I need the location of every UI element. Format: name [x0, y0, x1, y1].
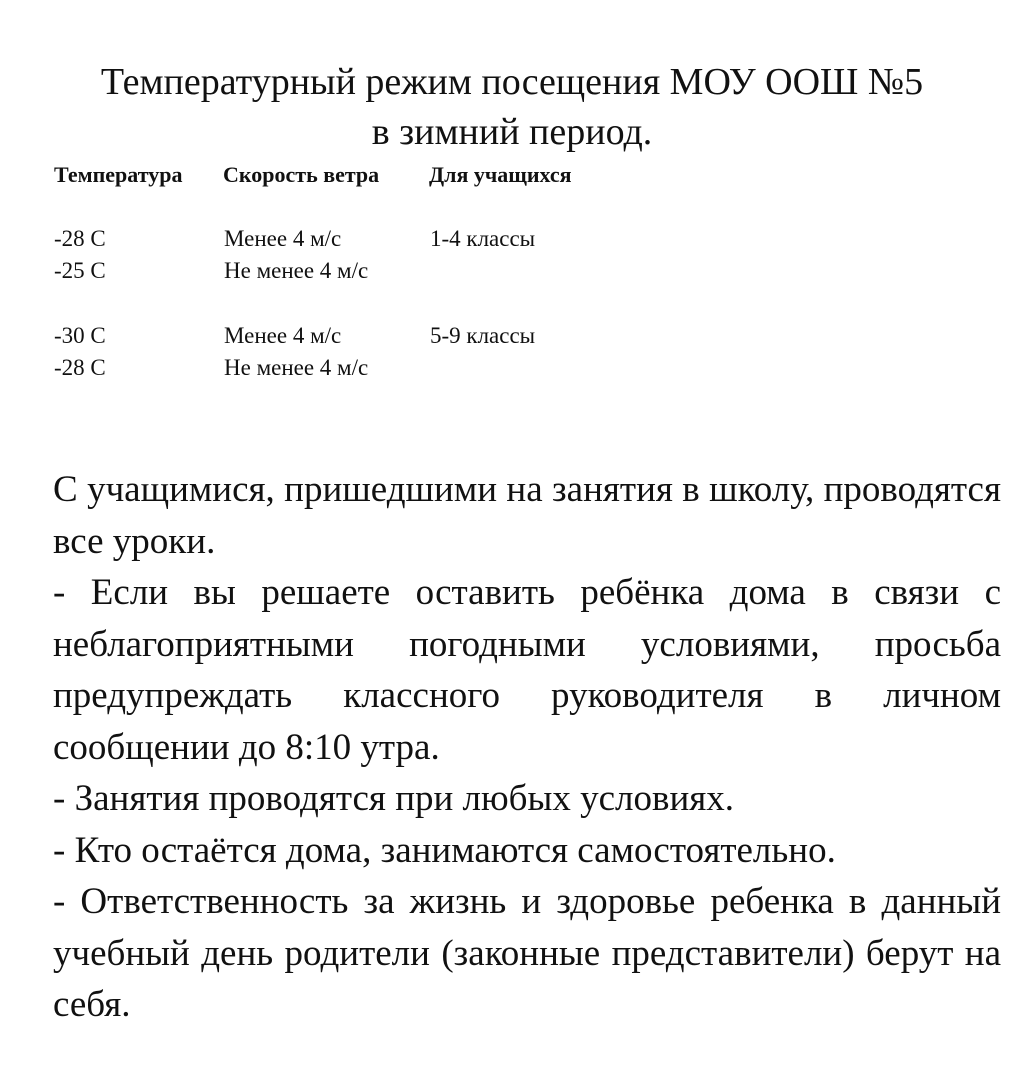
page-title-line-2: в зимний период.: [371, 111, 653, 153]
header-temperature: Температура: [54, 162, 183, 187]
notice-text: [53, 464, 1001, 1031]
class-range-cell: 1-4 классы: [430, 226, 536, 251]
temperature-cell: -28 С: [54, 355, 106, 380]
temperature-cell: -25 С: [54, 258, 106, 283]
class-range-cell: 5-9 классы: [430, 323, 536, 348]
header-for-students: Для учащихся: [429, 162, 572, 187]
wind-cell: Менее 4 м/с: [224, 226, 342, 251]
notice-point: - Кто остаётся дома, занимаются самостоятельно.: [53, 829, 836, 871]
notice-point: - Ответственность за жизнь и здоровье ребенка в данный учебный день родители (законные представители) берут на себя.: [53, 881, 1001, 1025]
wind-cell: Менее 4 м/с: [224, 323, 342, 348]
wind-cell: Не менее 4 м/с: [224, 355, 369, 380]
notice-intro: С учащимися, пришедшими на занятия в школу, проводятся все уроки.: [53, 469, 1001, 562]
notice-point: - Если вы решаете оставить ребёнка дома в связи с неблагоприятными погодными условиями, просьба предупреждать классного руководителя в личном сообщении до 8:10 утра.: [53, 572, 1001, 768]
notice-point: - Занятия проводятся при любых условиях.: [53, 778, 735, 819]
header-wind-speed: Скорость ветра: [223, 162, 380, 187]
temperature-cell: -28 С: [54, 226, 106, 251]
wind-cell: Не менее 4 м/с: [224, 258, 369, 283]
temperature-cell: -30 С: [54, 323, 106, 348]
page-title-line-1: Температурный режим посещения МОУ ООШ №5: [100, 61, 924, 103]
